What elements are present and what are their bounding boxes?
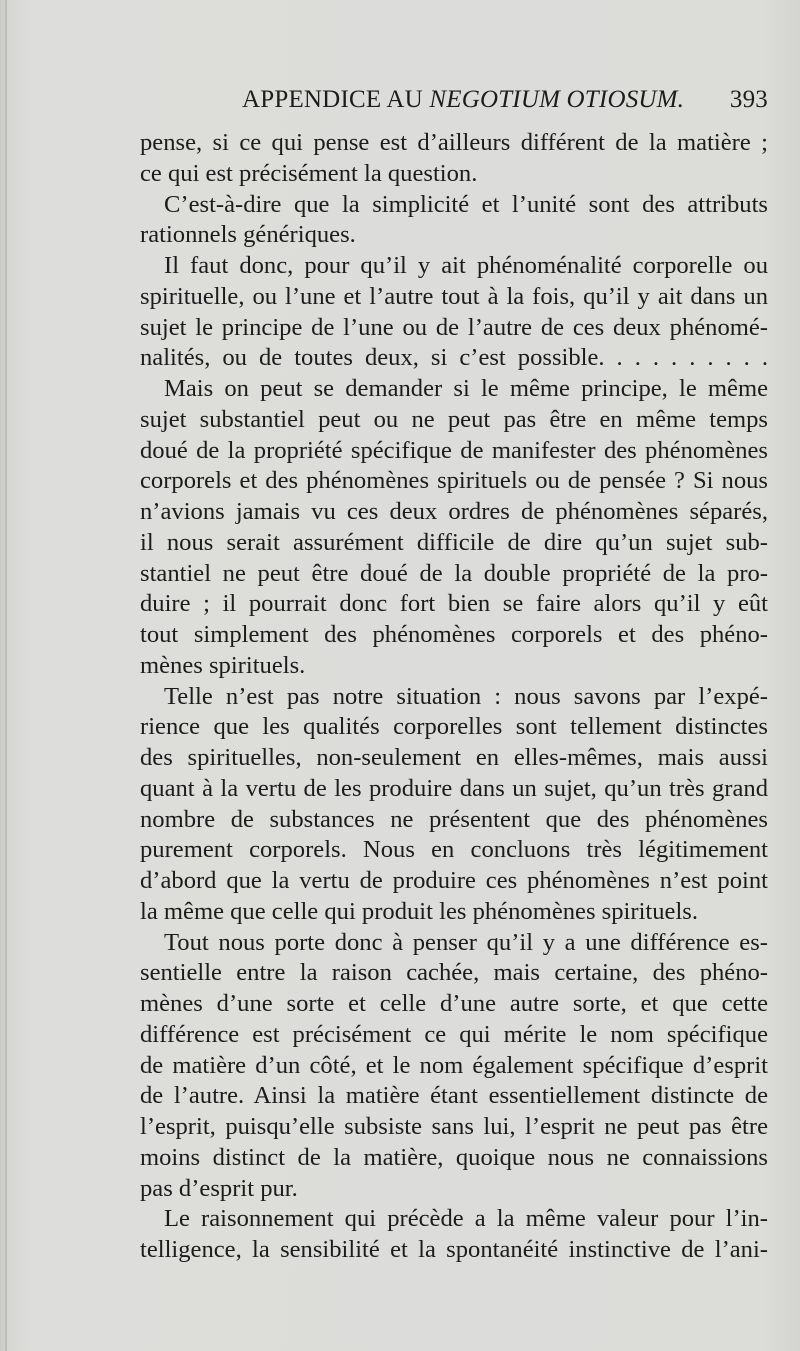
text-line: ce qui est précisément la question. (140, 159, 478, 187)
text-line: nalités, ou de toutes deux, si c’est possible. . . . . . . . . . (140, 344, 768, 372)
text-line: sujet substantiel peut ou ne peut pas être en même temps (140, 405, 768, 433)
text-line: Telle n’est pas notre situation : nous savons par l’expé- (164, 682, 768, 710)
text-line: mènes spirituels. (140, 651, 306, 679)
text-line: duire ; il pourrait donc fort bien se faire alors qu’il y eût (140, 590, 768, 618)
text-line: spirituelle, ou l’une et l’autre tout à la fois, qu’il y ait dans un (140, 282, 768, 310)
text-line: pas d’esprit pur. (140, 1174, 298, 1202)
text-line: tout simplement des phénomènes corporels et des phéno- (140, 621, 768, 648)
body-text (140, 128, 768, 1266)
text-line: corporels et des phénomènes spirituels ou de pensée ? Si nous (140, 467, 768, 495)
running-title-italic: NEGOTIUM OTIOSUM. (429, 86, 685, 113)
text-line: l’esprit, puisqu’elle subsiste sans lui, l’esprit ne peut pas être (140, 1113, 768, 1140)
text-line: Mais on peut se demander si le même principe, le même (164, 375, 768, 402)
text-line: quant à la vertu de les produire dans un sujet, qu’un très grand (140, 774, 768, 802)
text-line: telligence, la sensibilité et la spontanéité instinctive de l’ani- (140, 1236, 768, 1263)
text-line: moins distinct de la matière, quoique nous ne connaissions (140, 1143, 768, 1171)
text-line: nombre de substances ne présentent que des phénomènes (140, 805, 768, 833)
text-line: de l’autre. Ainsi la matière étant essentiellement distincte de (140, 1082, 768, 1110)
text-line: des spirituelles, non-seulement en elles-mêmes, mais aussi (140, 744, 768, 771)
text-line: rience que les qualités corporelles sont tellement distinctes (140, 713, 768, 741)
running-title (242, 86, 684, 114)
text-line: purement corporels. Nous en concluons très légitimement (140, 836, 768, 864)
text-line: Il faut donc, pour qu’il y ait phénoménalité corporelle ou (164, 252, 768, 279)
text-line: stantiel ne peut être doué de la double propriété de la pro- (140, 559, 768, 587)
text-line: doué de la propriété spécifique de manifester des phénomènes (140, 436, 768, 464)
page-gutter-edge (5, 0, 7, 1351)
text-line: la même que celle qui produit les phénomènes spirituels. (140, 897, 698, 925)
running-header (242, 86, 768, 122)
text-line: de matière d’un côté, et le nom également spécifique d’esprit (140, 1051, 768, 1079)
text-line: C’est-à-dire que la simplicité et l’unité sont des attributs (164, 190, 768, 218)
text-line: sujet le principe de l’une ou de l’autre de ces deux phénomé- (140, 313, 768, 341)
text-line: il nous serait assurément difficile de dire qu’un sujet sub- (140, 528, 768, 556)
text-line: n’avions jamais vu ces deux ordres de phénomènes séparés, (140, 498, 768, 525)
text-line: mènes d’une sorte et celle d’une autre sorte, et que cette (140, 990, 768, 1017)
text-line: pense, si ce qui pense est d’ailleurs différent de la matière ; (140, 129, 768, 156)
text-line: d’abord que la vertu de produire ces phénomènes n’est point (140, 867, 768, 894)
text-line: Tout nous porte donc à penser qu’il y a une différence es- (164, 928, 768, 956)
text-line: différence est précisément ce qui mérite le nom spécifique (140, 1020, 768, 1048)
text-line: rationnels génériques. (140, 221, 356, 249)
page-number: 393 (729, 86, 768, 113)
text-line: sentielle entre la raison cachée, mais certaine, des phéno- (140, 959, 768, 987)
text-line: Le raisonnement qui précède a la même valeur pour l’in- (164, 1205, 768, 1233)
running-title-prefix: APPENDICE AU (242, 86, 430, 113)
